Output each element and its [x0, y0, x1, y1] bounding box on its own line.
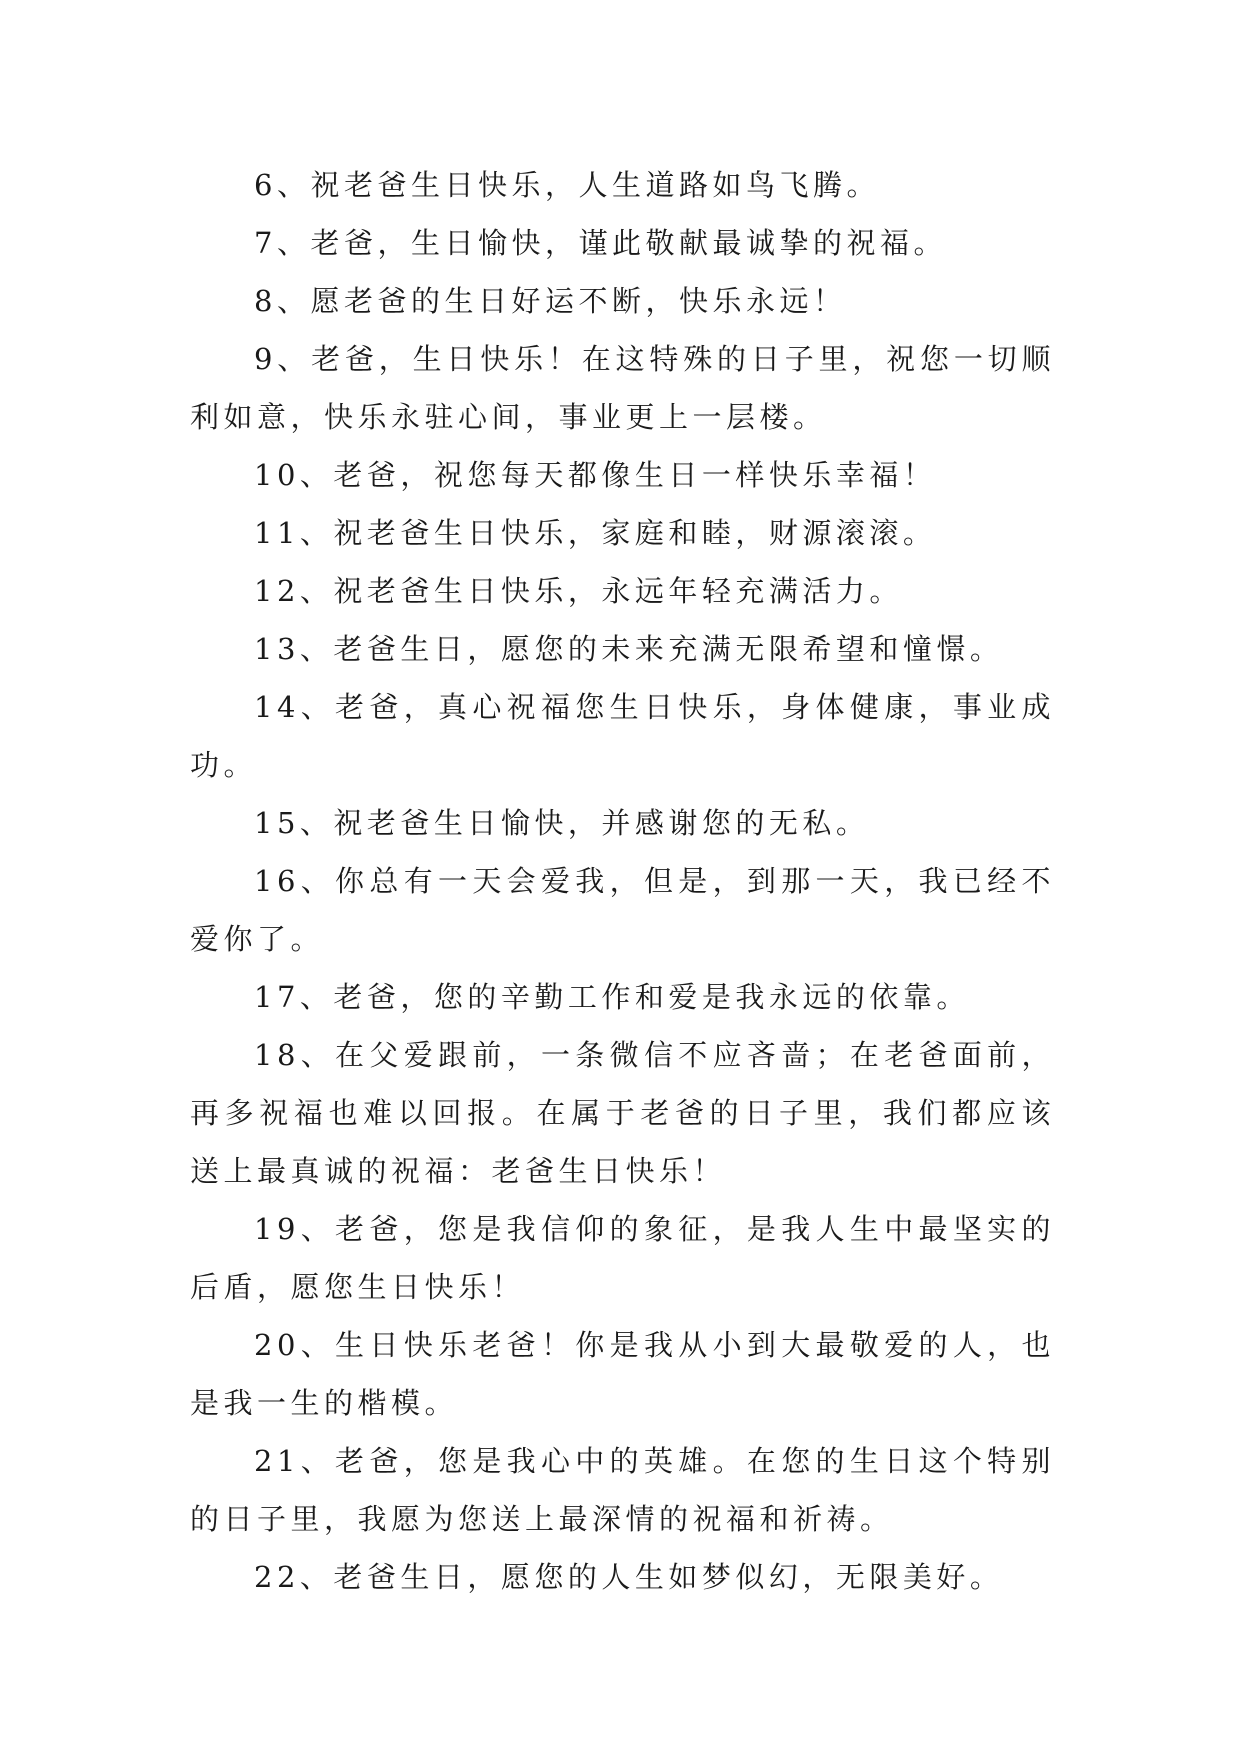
list-item-9: 9、老爸，生日快乐！在这特殊的日子里，祝您一切顺利如意，快乐永驻心间，事业更上一层楼。 [190, 342, 1055, 434]
list-item-10: 10、老爸，祝您每天都像生日一样快乐幸福！ [254, 458, 937, 492]
list-item-14: 14、老爸，真心祝福您生日快乐，身体健康，事业成功。 [190, 690, 1055, 782]
list-item-11: 11、祝老爸生日快乐，家庭和睦，财源滚滚。 [254, 516, 937, 550]
list-item-16: 16、你总有一天会爱我，但是，到那一天，我已经不爱你了。 [190, 864, 1055, 956]
list-item-18: 18、在父爱跟前，一条微信不应吝啬；在老爸面前，再多祝福也难以回报。在属于老爸的日子里，我们都应该送上最真诚的祝福：老爸生日快乐！ [190, 1038, 1055, 1188]
list-item-7: 7、老爸，生日愉快，谨此敬献最诚挚的祝福。 [254, 226, 947, 260]
wish-list [190, 156, 1055, 1606]
list-item-8: 8、愿老爸的生日好运不断，快乐永远！ [254, 284, 847, 318]
list-item-6: 6、祝老爸生日快乐，人生道路如鸟飞腾。 [254, 168, 880, 202]
list-item-17: 17、老爸，您的辛勤工作和爱是我永远的依靠。 [254, 980, 970, 1014]
list-item-13: 13、老爸生日，愿您的未来充满无限希望和憧憬。 [254, 632, 1004, 666]
list-item-20: 20、生日快乐老爸！你是我从小到大最敬爱的人，也是我一生的楷模。 [190, 1328, 1055, 1420]
list-item-15: 15、祝老爸生日愉快，并感谢您的无私。 [254, 806, 870, 840]
list-item-12: 12、祝老爸生日快乐，永远年轻充满活力。 [254, 574, 903, 608]
list-item-19: 19、老爸，您是我信仰的象征，是我人生中最坚实的后盾，愿您生日快乐！ [190, 1212, 1055, 1304]
list-item-21: 21、老爸，您是我心中的英雄。在您的生日这个特别的日子里，我愿为您送上最深情的祝福和祈祷。 [190, 1444, 1055, 1536]
list-item-22: 22、老爸生日，愿您的人生如梦似幻，无限美好。 [254, 1560, 1004, 1594]
